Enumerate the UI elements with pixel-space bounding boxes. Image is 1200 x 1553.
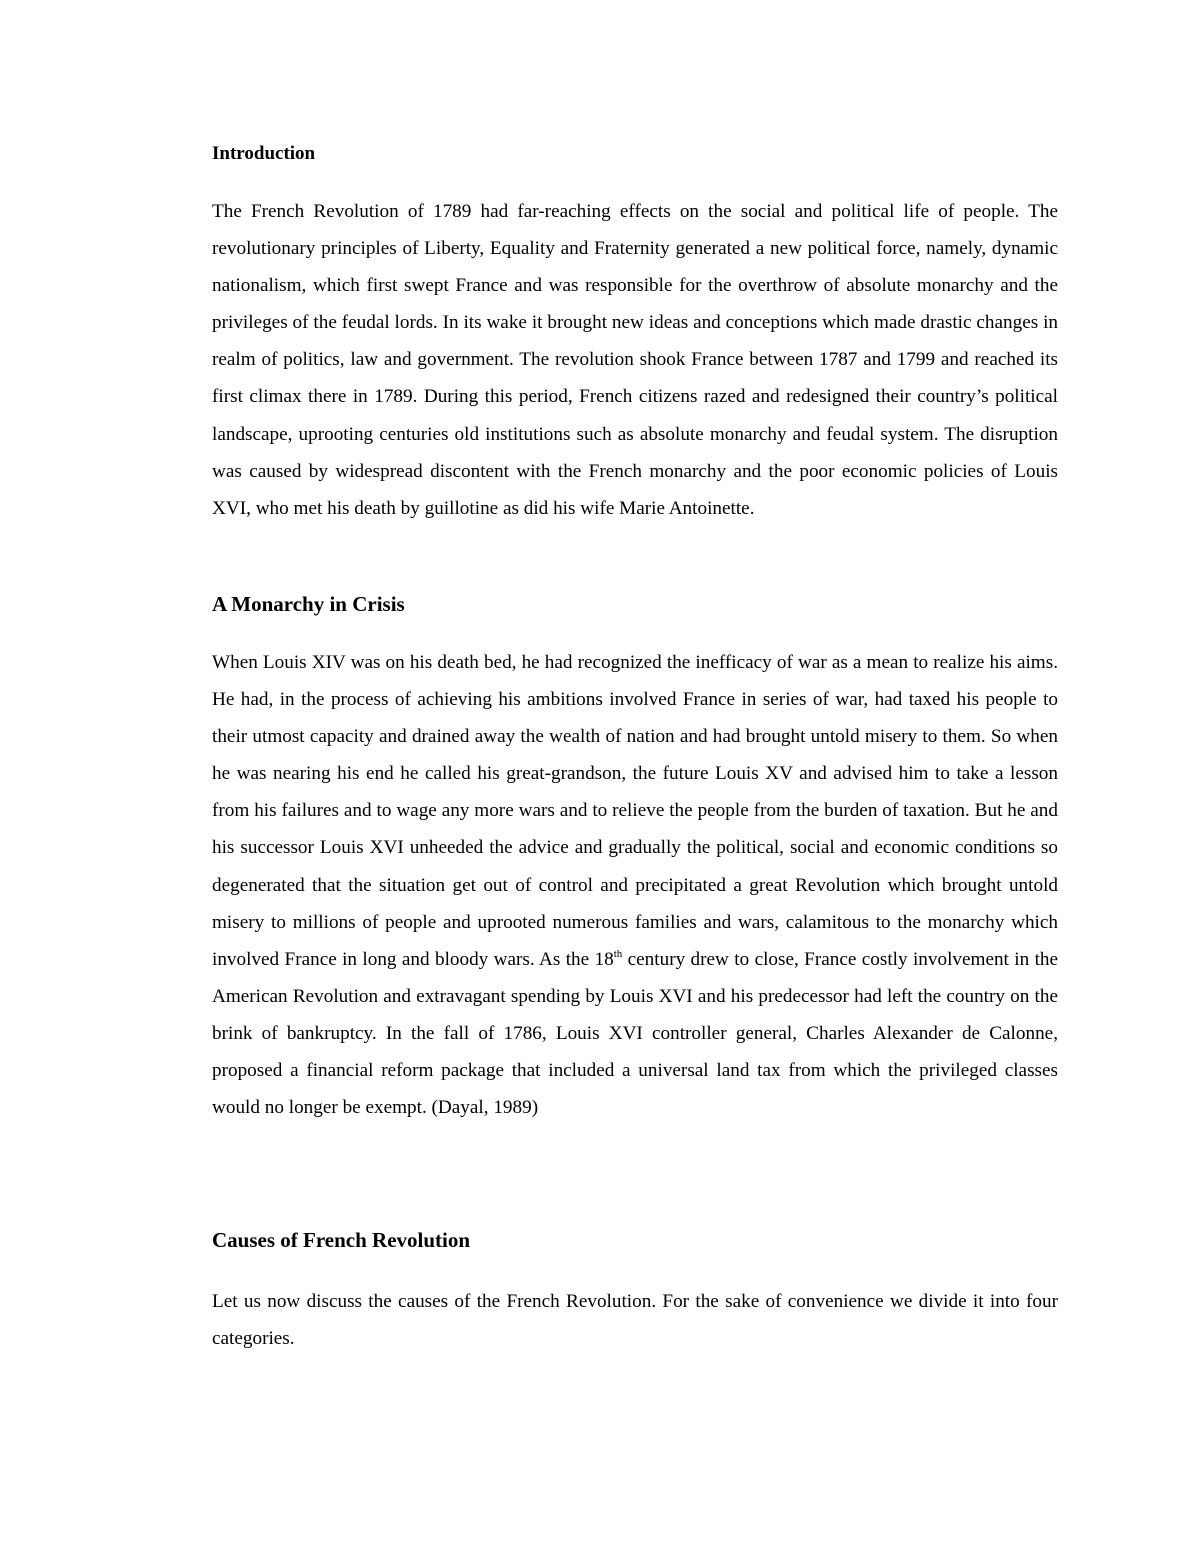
monarchy-in-crisis-paragraph <box>212 644 1058 1126</box>
causes-paragraph: Let us now discuss the causes of the French Revolution. For the sake of convenience we divide it into four categories. <box>212 1291 1058 1350</box>
causes-heading: Causes of French Revolution <box>212 1228 471 1252</box>
monarchy-paragraph-text-1: When Louis XIV was on his death bed, he had recognized the inefficacy of war as a mean to realize his aims. He had, in the process of achieving his ambitions involved France in series of war, had taxed his people to their utmost capacity and drained away the wealth of nation and had brought untold misery to them. So when he was nearing his end he called his great-grandson, the future Louis XV and advised him to take a lesson from his failures and to wage any more wars and to relieve the people from the burden of taxation. But he and his successor Louis XVI unheeded the advice and gradually the political, social and economic conditions so degenerated that the situation get out of control and precipitated a great Revolution which brought untold misery to millions of people and uprooted numerous families and wars, calamitous to the monarchy which involved France in long and bloody wars. As the 18 <box>212 652 1058 970</box>
introduction-paragraph: The French Revolution of 1789 had far-reaching effects on the social and political life of people. The revolutionary principles of Liberty, Equality and Fraternity generated a new political force, namely, dynamic nationalism, which first swept France and was responsible for the overthrow of absolute monarchy and the privileges of the feudal lords. In its wake it brought new ideas and conceptions which made drastic changes in realm of politics, law and government. The revolution shook France between 1787 and 1799 and reached its first climax there in 1789. During this period, French citizens razed and redesigned their country’s political landscape, uprooting centuries old institutions such as absolute monarchy and feudal system. The disruption was caused by widespread discontent with the French monarchy and the poor economic policies of Louis XVI, who met his death by guillotine as did his wife Marie Antoinette. <box>212 201 1058 519</box>
monarchy-in-crisis-heading: A Monarchy in Crisis <box>212 592 405 616</box>
monarchy-paragraph-text-2: century drew to close, France costly involvement in the American Revolution and extravagant spending by Louis XVI and his predecessor had left the country on the brink of bankruptcy. In the fall of 1786, Louis XVI controller general, Charles Alexander de Calonne, proposed a financial reform package that included a universal land tax from which the privileged classes would no longer be exempt. (Dayal, 1989) <box>212 948 1059 1119</box>
introduction-heading: Introduction <box>212 143 316 164</box>
ordinal-superscript: th <box>613 947 623 960</box>
